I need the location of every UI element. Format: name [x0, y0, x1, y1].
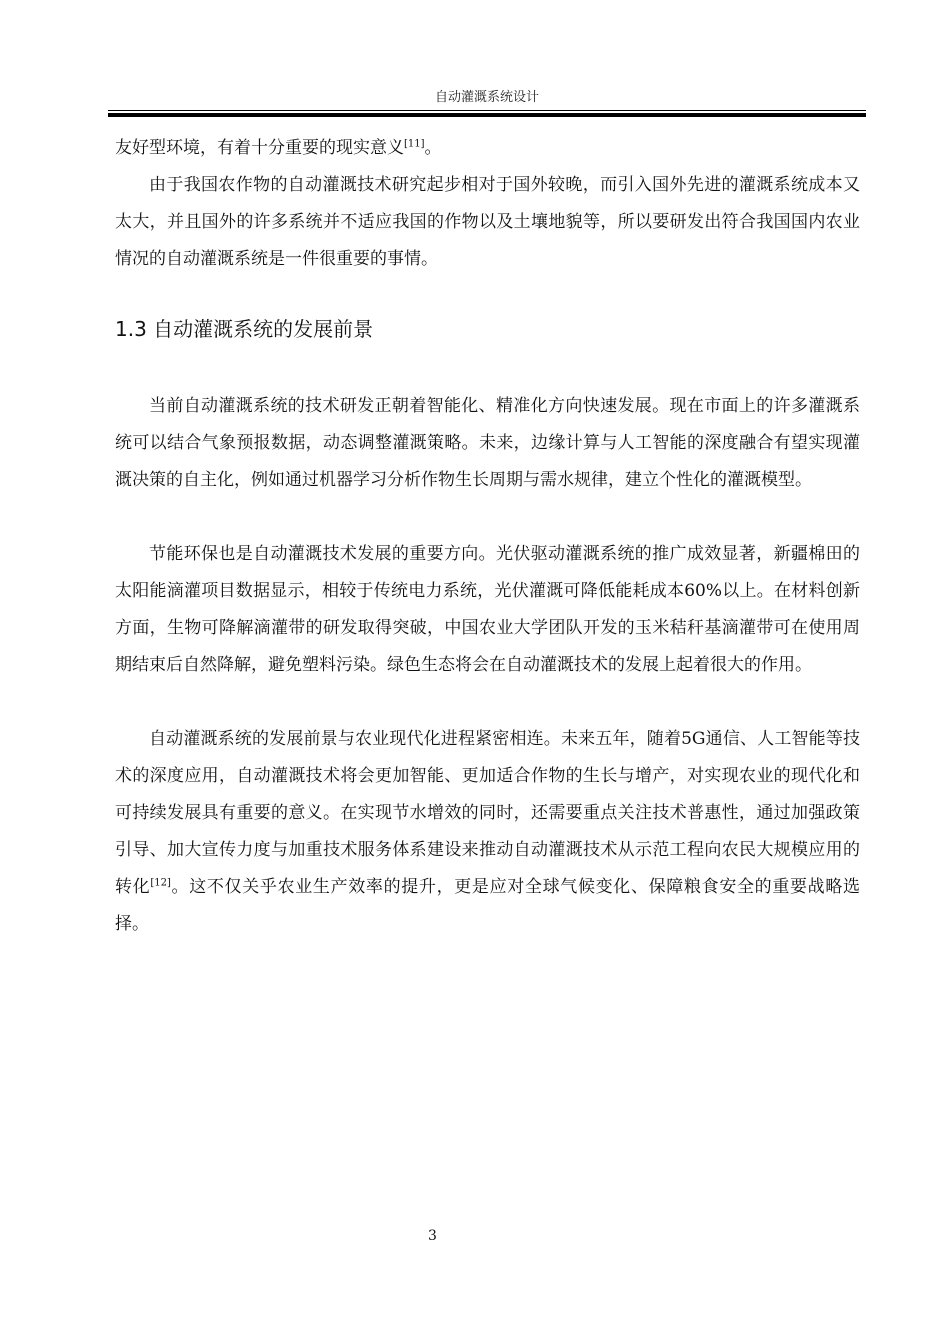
- page-number: 3: [428, 1228, 437, 1244]
- header-rule-thick: [108, 113, 866, 117]
- citation: [11]: [404, 138, 425, 150]
- section-heading: 1.3 自动灌溉系统的发展前景: [115, 317, 374, 341]
- paragraph-trend: 当前自动灌溉系统的技术研发正朝着智能化、精准化方向快速发展。现在市面上的许多灌溉系统可以结合气象预报数据，动态调整灌溉策略。未来，边缘计算与人工智能的深度融合有望实现灌溉决策的自主化，例如通过机器学习分析作物生长周期与需水规律，建立个性化的灌溉模型。: [115, 396, 860, 490]
- header-rule-thin: [108, 110, 866, 111]
- running-header: 自动灌溉系统设计: [434, 90, 539, 105]
- citation: [12]: [150, 877, 171, 889]
- paragraph-background: 由于我国农作物的自动灌溉技术研究起步相对于国外较晚，而引入国外先进的灌溉系统成本又太大，并且国外的许多系统并不适应我国的作物以及土壤地貌等，所以要研发出符合我国国内农业情况的自动灌溉系统是一件很重要的事情。: [115, 175, 860, 269]
- paragraph-green: 节能环保也是自动灌溉技术发展的重要方向。光伏驱动灌溉系统的推广成效显著，新疆棉田的太阳能滴灌项目数据显示，相较于传统电力系统，光伏灌溉可降低能耗成本60%以上。在材料创新方面，生物可降解滴灌带的研发取得突破，中国农业大学团队开发的玉米秸秆基滴灌带可在使用周期结束后自然降解，避免塑料污染。绿色生态将会在自动灌溉技术的发展上起着很大的作用。: [115, 544, 860, 675]
- paragraph-continued: 友好型环境，有着十分重要的现实意义[11]。: [115, 138, 442, 158]
- paragraph-outlook: 自动灌溉系统的发展前景与农业现代化进程紧密相连。未来五年，随着5G通信、人工智能等技术的深度应用，自动灌溉技术将会更加智能、更加适合作物的生长与增产，对实现农业的现代化和可持续发展具有重要的意义。在实现节水增效的同时，还需要重点关注技术普惠性，通过加强政策引导、加大宣传力度与加重技术服务体系建设来推动自动灌溉技术从示范工程向农民大规模应用的转化[12]。这不仅关乎农业生产效率的提升，更是应对全球气候变化、保障粮食安全的重要战略选择。: [115, 729, 861, 934]
